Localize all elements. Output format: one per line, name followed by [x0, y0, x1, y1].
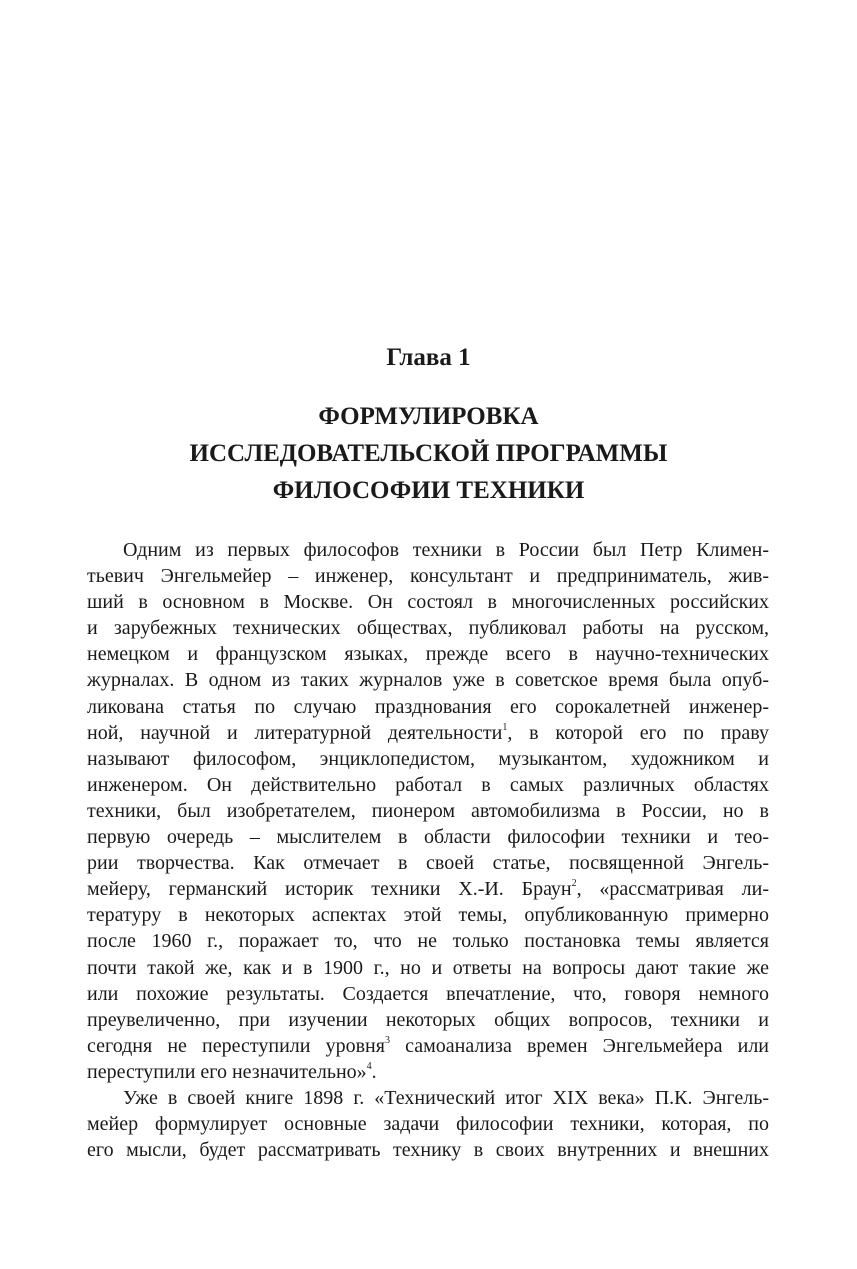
text-line: его мысли, будет рассматривать технику в своих внутренних и внешних [87, 1139, 769, 1162]
text-line: ший в основном в Москве. Он состоял в многочисленных российских [87, 591, 769, 614]
chapter-title-line: ИССЛЕДОВАТЕЛЬСКОЙ ПРОГРАММЫ [189, 440, 668, 467]
text-line: после 1960 г., поражает то, что не только постановка темы является [87, 930, 769, 953]
text-line: первую очередь – мыслителем в области философии техники и тео- [87, 826, 769, 849]
chapter-title [0, 398, 857, 509]
footnote-ref: 1 [502, 721, 508, 733]
text-line: тьевич Энгельмейер – инженер, консультант и предприниматель, жив- [87, 565, 769, 588]
footnote-ref: 3 [384, 1034, 390, 1046]
text-line: тературу в некоторых аспектах этой темы, опубликованную примерно [87, 904, 769, 927]
footnote-ref: 4 [366, 1060, 372, 1072]
text-line: ликована статья по случаю празднования его сорокалетней инженер- [87, 695, 769, 718]
text-line: мейер формулирует основные задачи философии техники, которая, по [87, 1113, 769, 1136]
paragraph-1 [87, 537, 769, 1085]
text-line: инженером. Он действительно работал в самых различных областях [87, 773, 769, 796]
text-line: сегодня не переступили уровня$^3$ самоанализа времен Энгельмейера или [87, 1034, 770, 1057]
text-line: мейеру, германский историк техники Х.-И. Браун$^2$, «рассматривая ли- [87, 878, 770, 901]
paragraph-2 [87, 1085, 769, 1163]
body-text [87, 537, 769, 1163]
footnote-ref: 2 [571, 878, 577, 890]
text-line: почти такой же, как и в 1900 г., но и ответы на вопросы дают такие же [87, 956, 769, 979]
text-line: техники, был изобретателем, пионером автомобилизма в России, но в [87, 799, 769, 822]
text-line: переступили его незначительно»$^4$. [87, 1060, 377, 1083]
text-line: журналах. В одном из таких журналов уже в советское время была опуб- [87, 669, 769, 692]
text-line: Уже в своей книге 1898 г. «Технический итог XIX века» П.К. Энгель- [123, 1086, 769, 1109]
text-line: немецком и французском языках, прежде всего в научно-технических [87, 643, 769, 666]
text-line: преувеличенно, при изучении некоторых общих вопросов, техники и [87, 1008, 769, 1031]
chapter-label: Глава 1 [386, 344, 471, 371]
chapter-title-line: ФИЛОСОФИИ ТЕХНИКИ [272, 477, 585, 504]
chapter-title-line: ФОРМУЛИРОВКА [318, 403, 539, 430]
text-line: или похожие результаты. Создается впечатление, что, говоря немного [87, 982, 769, 1005]
text-line: рии творчества. Как отмечает в своей статье, посвященной Энгель- [87, 852, 769, 875]
text-line: и зарубежных технических обществах, публиковал работы на русском, [87, 617, 769, 640]
text-line: Одним из первых философов техники в России был Петр Климен- [123, 539, 769, 561]
text-line: ной, научной и литературной деятельности$^1$, в которой его по праву [87, 721, 769, 744]
text-line: называют философом, энциклопедистом, музыкантом, художником и [87, 747, 769, 770]
